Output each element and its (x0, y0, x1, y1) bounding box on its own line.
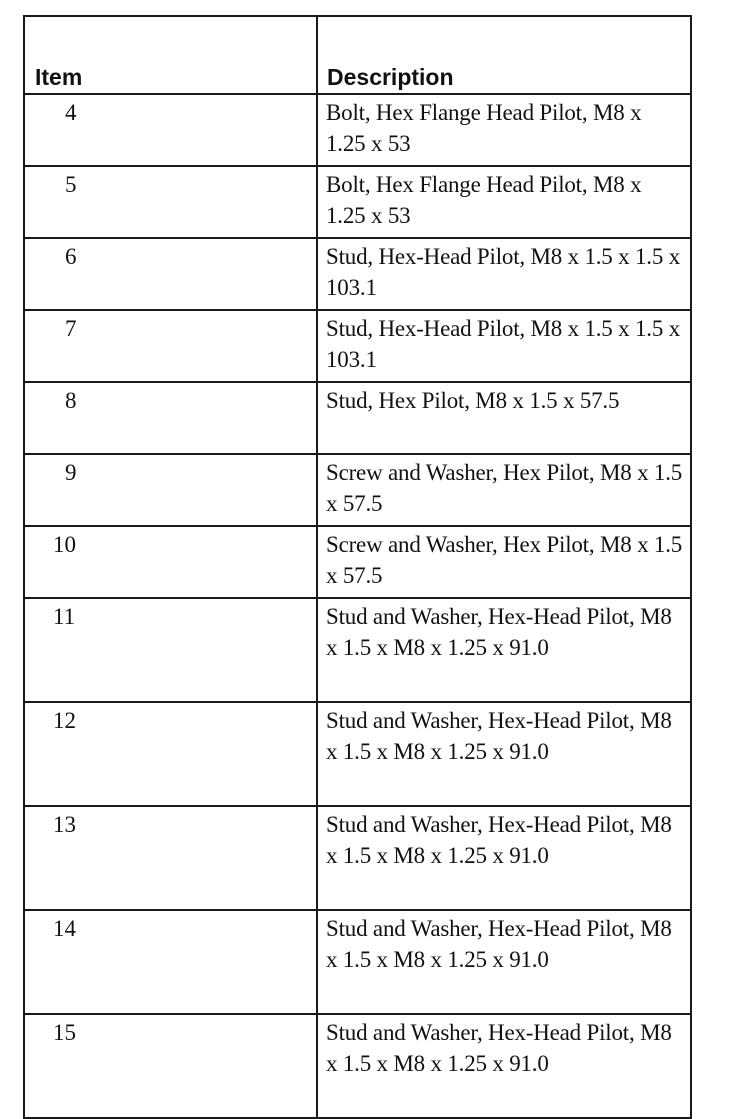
description-cell: Stud and Washer, Hex-Head Pilot, M8 x 1.5 x M8 x 1.25 x 91.0 (317, 806, 691, 910)
description-cell: Screw and Washer, Hex Pilot, M8 x 1.5 x 57.5 (317, 526, 691, 598)
item-cell (24, 166, 317, 238)
column-header-description: Description (317, 16, 691, 94)
item-cell (24, 238, 317, 310)
table-row (24, 702, 691, 806)
table-row (24, 806, 691, 910)
description-cell: Stud and Washer, Hex-Head Pilot, M8 x 1.5 x M8 x 1.25 x 91.0 (317, 910, 691, 1014)
table-row (24, 526, 691, 598)
item-cell (24, 1014, 317, 1118)
item-number: 4 (65, 100, 77, 125)
table-row (24, 310, 691, 382)
item-number: 10 (53, 532, 76, 557)
item-number: 5 (65, 172, 77, 197)
item-cell (24, 910, 317, 1014)
description-cell: Stud and Washer, Hex-Head Pilot, M8 x 1.5 x M8 x 1.25 x 91.0 (317, 702, 691, 806)
item-number: 6 (65, 244, 77, 269)
item-cell (24, 526, 317, 598)
item-number: 13 (53, 812, 76, 837)
item-number: 15 (53, 1020, 76, 1045)
item-number: 12 (53, 708, 76, 733)
description-cell: Bolt, Hex Flange Head Pilot, M8 x 1.25 x 53 (317, 94, 691, 166)
description-cell: Stud and Washer, Hex-Head Pilot, M8 x 1.5 x M8 x 1.25 x 91.0 (317, 598, 691, 702)
column-header-item: Item (24, 16, 317, 94)
item-number: 14 (53, 916, 76, 941)
table-row (24, 238, 691, 310)
parts-table (23, 15, 692, 1119)
item-number: 11 (53, 604, 76, 629)
item-number: 7 (65, 316, 77, 341)
table-row (24, 598, 691, 702)
description-cell: Stud, Hex-Head Pilot, M8 x 1.5 x 1.5 x 103.1 (317, 310, 691, 382)
item-cell (24, 806, 317, 910)
description-cell: Stud, Hex Pilot, M8 x 1.5 x 57.5 (317, 382, 691, 454)
item-cell (24, 310, 317, 382)
table-row (24, 166, 691, 238)
header-row (24, 16, 691, 94)
description-cell: Screw and Washer, Hex Pilot, M8 x 1.5 x 57.5 (317, 454, 691, 526)
table-row (24, 910, 691, 1014)
description-cell: Stud and Washer, Hex-Head Pilot, M8 x 1.5 x M8 x 1.25 x 91.0 (317, 1014, 691, 1118)
description-cell: Stud, Hex-Head Pilot, M8 x 1.5 x 1.5 x 103.1 (317, 238, 691, 310)
description-cell: Bolt, Hex Flange Head Pilot, M8 x 1.25 x 53 (317, 166, 691, 238)
item-cell (24, 598, 317, 702)
item-cell (24, 454, 317, 526)
table-row (24, 1014, 691, 1118)
item-cell (24, 702, 317, 806)
table-row (24, 94, 691, 166)
item-cell (24, 382, 317, 454)
item-number: 9 (65, 460, 77, 485)
item-cell (24, 94, 317, 166)
item-number: 8 (65, 388, 77, 413)
table-row (24, 382, 691, 454)
table-row (24, 454, 691, 526)
